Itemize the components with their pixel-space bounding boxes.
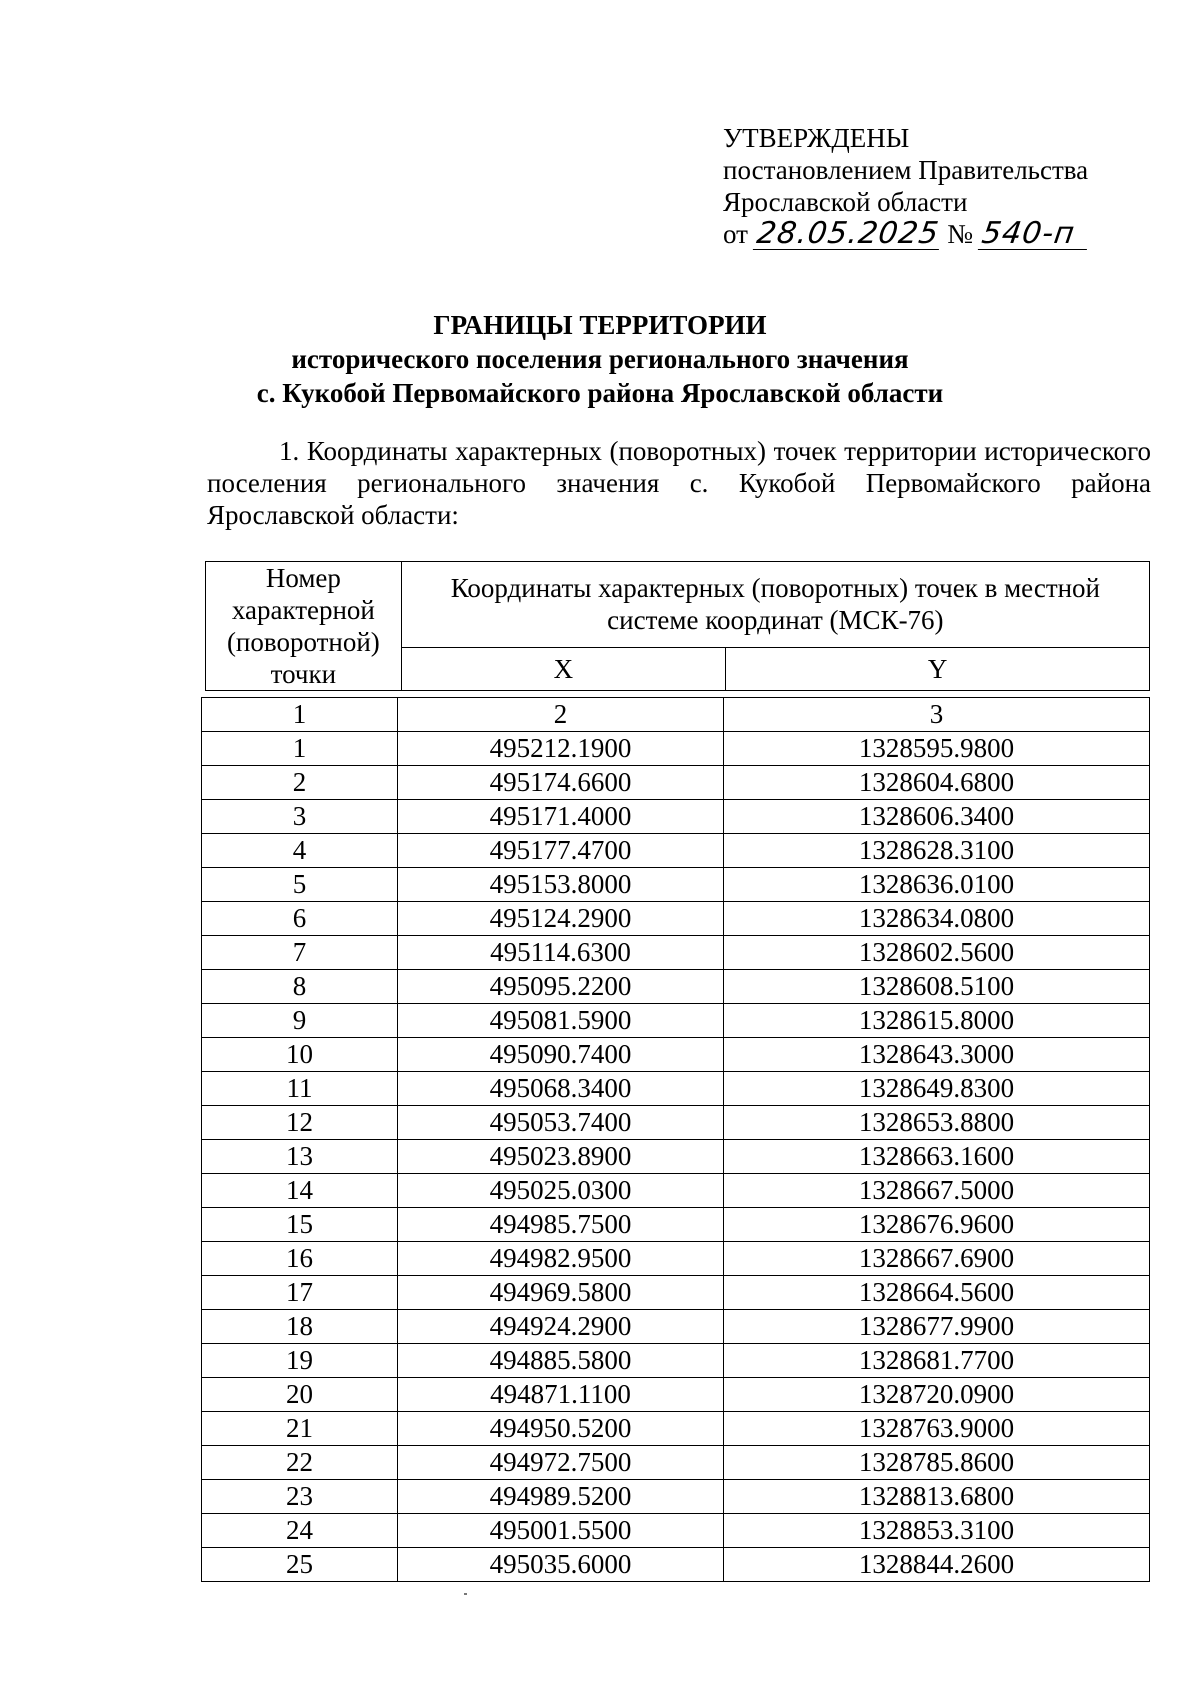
x-coordinate-cell: 495177.4700	[398, 834, 724, 868]
y-coordinate-cell: 1328844.2600	[724, 1548, 1150, 1582]
table-row	[202, 800, 1150, 834]
intro-paragraph-text: 1. Координаты характерных (поворотных) точек территории исторического поселения регионального значения с. Кукобой Первомайского района Ярославской области:	[207, 436, 1151, 530]
table-row	[202, 1208, 1150, 1242]
x-coordinate-cell: 494885.5800	[398, 1344, 724, 1378]
table-row	[202, 1378, 1150, 1412]
x-header: X	[401, 647, 725, 690]
table-row	[202, 1412, 1150, 1446]
x-coordinate-cell: 494972.7500	[398, 1446, 724, 1480]
approval-block	[723, 122, 1089, 250]
title-line-3: с. Кукобой Первомайского района Ярославской области	[256, 378, 944, 408]
x-coordinate-cell: 495124.2900	[398, 902, 724, 936]
y-coordinate-cell: 1328615.8000	[724, 1004, 1150, 1038]
table-row	[202, 1038, 1150, 1072]
point-number-cell: 11	[202, 1072, 398, 1106]
point-number-cell: 7	[202, 936, 398, 970]
table-row	[202, 1514, 1150, 1548]
point-number-cell: 3	[202, 800, 398, 834]
table-row	[202, 732, 1150, 766]
point-number-header: Номер характерной (поворотной) точки	[206, 562, 402, 691]
table-row	[202, 1344, 1150, 1378]
x-coordinate-cell: 495090.7400	[398, 1038, 724, 1072]
table-row	[202, 936, 1150, 970]
x-coordinate-cell: 494985.7500	[398, 1208, 724, 1242]
x-coordinate-cell: 494982.9500	[398, 1242, 724, 1276]
point-number-cell: 24	[202, 1514, 398, 1548]
table-row	[202, 902, 1150, 936]
point-number-cell: 16	[202, 1242, 398, 1276]
x-coordinate-cell: 2	[398, 698, 724, 732]
table-row	[202, 1106, 1150, 1140]
y-coordinate-cell: 1328628.3100	[724, 834, 1150, 868]
point-number-cell: 2	[202, 766, 398, 800]
approval-line-1: постановлением Правительства	[723, 155, 1089, 185]
x-coordinate-cell: 495212.1900	[398, 732, 724, 766]
y-coordinate-cell: 1328667.5000	[724, 1174, 1150, 1208]
approval-date-line	[723, 218, 1089, 250]
x-coordinate-cell: 494924.2900	[398, 1310, 724, 1344]
x-coordinate-cell: 494989.5200	[398, 1480, 724, 1514]
date-prefix: от	[723, 219, 748, 249]
y-coordinate-cell: 1328604.6800	[724, 766, 1150, 800]
x-coordinate-cell: 495153.8000	[398, 868, 724, 902]
point-number-cell: 6	[202, 902, 398, 936]
handwritten-date: 28.05.2025	[754, 216, 942, 251]
point-number-cell: 20	[202, 1378, 398, 1412]
table-row	[202, 1548, 1150, 1582]
table-row	[202, 970, 1150, 1004]
scan-speck	[464, 1593, 467, 1595]
table-row	[202, 1004, 1150, 1038]
point-number-cell: 1	[202, 698, 398, 732]
x-coordinate-cell: 495068.3400	[398, 1072, 724, 1106]
approval-line-2: Ярославской области	[723, 187, 968, 217]
x-coordinate-cell: 495035.6000	[398, 1548, 724, 1582]
x-coordinate-cell: 494969.5800	[398, 1276, 724, 1310]
point-number-cell: 15	[202, 1208, 398, 1242]
y-coordinate-cell: 1328653.8800	[724, 1106, 1150, 1140]
table-row	[202, 1310, 1150, 1344]
point-number-cell: 19	[202, 1344, 398, 1378]
y-coordinate-cell: 1328667.6900	[724, 1242, 1150, 1276]
x-coordinate-cell: 495174.6600	[398, 766, 724, 800]
intro-paragraph	[207, 435, 1151, 531]
point-number-cell: 5	[202, 868, 398, 902]
table-row	[202, 834, 1150, 868]
point-number-cell: 17	[202, 1276, 398, 1310]
approval-heading: УТВЕРЖДЕНЫ	[723, 123, 910, 153]
y-coordinate-cell: 1328634.0800	[724, 902, 1150, 936]
y-coordinate-cell: 1328681.7700	[724, 1344, 1150, 1378]
point-number-cell: 23	[202, 1480, 398, 1514]
y-coordinate-cell: 1328602.5600	[724, 936, 1150, 970]
x-coordinate-cell: 495114.6300	[398, 936, 724, 970]
table-row	[202, 868, 1150, 902]
title-line-1: ГРАНИЦЫ ТЕРРИТОРИИ	[433, 310, 767, 340]
point-number-cell: 21	[202, 1412, 398, 1446]
coordinates-group-header: Координаты характерных (поворотных) точек в местной системе координат (МСК-76)	[401, 562, 1149, 648]
point-number-cell: 12	[202, 1106, 398, 1140]
y-header: Y	[726, 647, 1150, 690]
x-coordinate-cell: 495081.5900	[398, 1004, 724, 1038]
point-number-cell: 22	[202, 1446, 398, 1480]
x-coordinate-cell: 495023.8900	[398, 1140, 724, 1174]
x-coordinate-cell: 495053.7400	[398, 1106, 724, 1140]
y-coordinate-cell: 1328606.3400	[724, 800, 1150, 834]
point-number-cell: 14	[202, 1174, 398, 1208]
number-sign: №	[947, 219, 973, 249]
point-number-cell: 10	[202, 1038, 398, 1072]
y-coordinate-cell: 1328649.8300	[724, 1072, 1150, 1106]
point-number-cell: 1	[202, 732, 398, 766]
document-title	[0, 308, 1200, 410]
table-row	[202, 1242, 1150, 1276]
point-number-cell: 13	[202, 1140, 398, 1174]
table-row	[202, 1480, 1150, 1514]
x-coordinate-cell: 495171.4000	[398, 800, 724, 834]
y-coordinate-cell: 1328595.9800	[724, 732, 1150, 766]
title-line-2: исторического поселения регионального значения	[291, 344, 909, 374]
y-coordinate-cell: 1328677.9900	[724, 1310, 1150, 1344]
coordinates-table-header	[205, 561, 1150, 691]
y-coordinate-cell: 1328720.0900	[724, 1378, 1150, 1412]
x-coordinate-cell: 495095.2200	[398, 970, 724, 1004]
table-row	[202, 1174, 1150, 1208]
coordinates-table	[201, 697, 1150, 1582]
point-number-cell: 9	[202, 1004, 398, 1038]
column-number-row	[202, 698, 1150, 732]
point-number-cell: 8	[202, 970, 398, 1004]
y-coordinate-cell: 1328813.6800	[724, 1480, 1150, 1514]
x-coordinate-cell: 495001.5500	[398, 1514, 724, 1548]
table-row	[202, 1276, 1150, 1310]
y-coordinate-cell: 3	[724, 698, 1150, 732]
y-coordinate-cell: 1328663.1600	[724, 1140, 1150, 1174]
table-row	[202, 766, 1150, 800]
point-number-cell: 4	[202, 834, 398, 868]
y-coordinate-cell: 1328676.9600	[724, 1208, 1150, 1242]
x-coordinate-cell: 495025.0300	[398, 1174, 724, 1208]
x-coordinate-cell: 494950.5200	[398, 1412, 724, 1446]
handwritten-number: 540-п	[978, 219, 1091, 250]
y-coordinate-cell: 1328664.5600	[724, 1276, 1150, 1310]
x-coordinate-cell: 494871.1100	[398, 1378, 724, 1412]
y-coordinate-cell: 1328853.3100	[724, 1514, 1150, 1548]
table-row	[202, 1446, 1150, 1480]
point-number-cell: 18	[202, 1310, 398, 1344]
table-row	[202, 1072, 1150, 1106]
point-number-cell: 25	[202, 1548, 398, 1582]
y-coordinate-cell: 1328608.5100	[724, 970, 1150, 1004]
table-row	[202, 1140, 1150, 1174]
y-coordinate-cell: 1328763.9000	[724, 1412, 1150, 1446]
y-coordinate-cell: 1328785.8600	[724, 1446, 1150, 1480]
y-coordinate-cell: 1328636.0100	[724, 868, 1150, 902]
y-coordinate-cell: 1328643.3000	[724, 1038, 1150, 1072]
